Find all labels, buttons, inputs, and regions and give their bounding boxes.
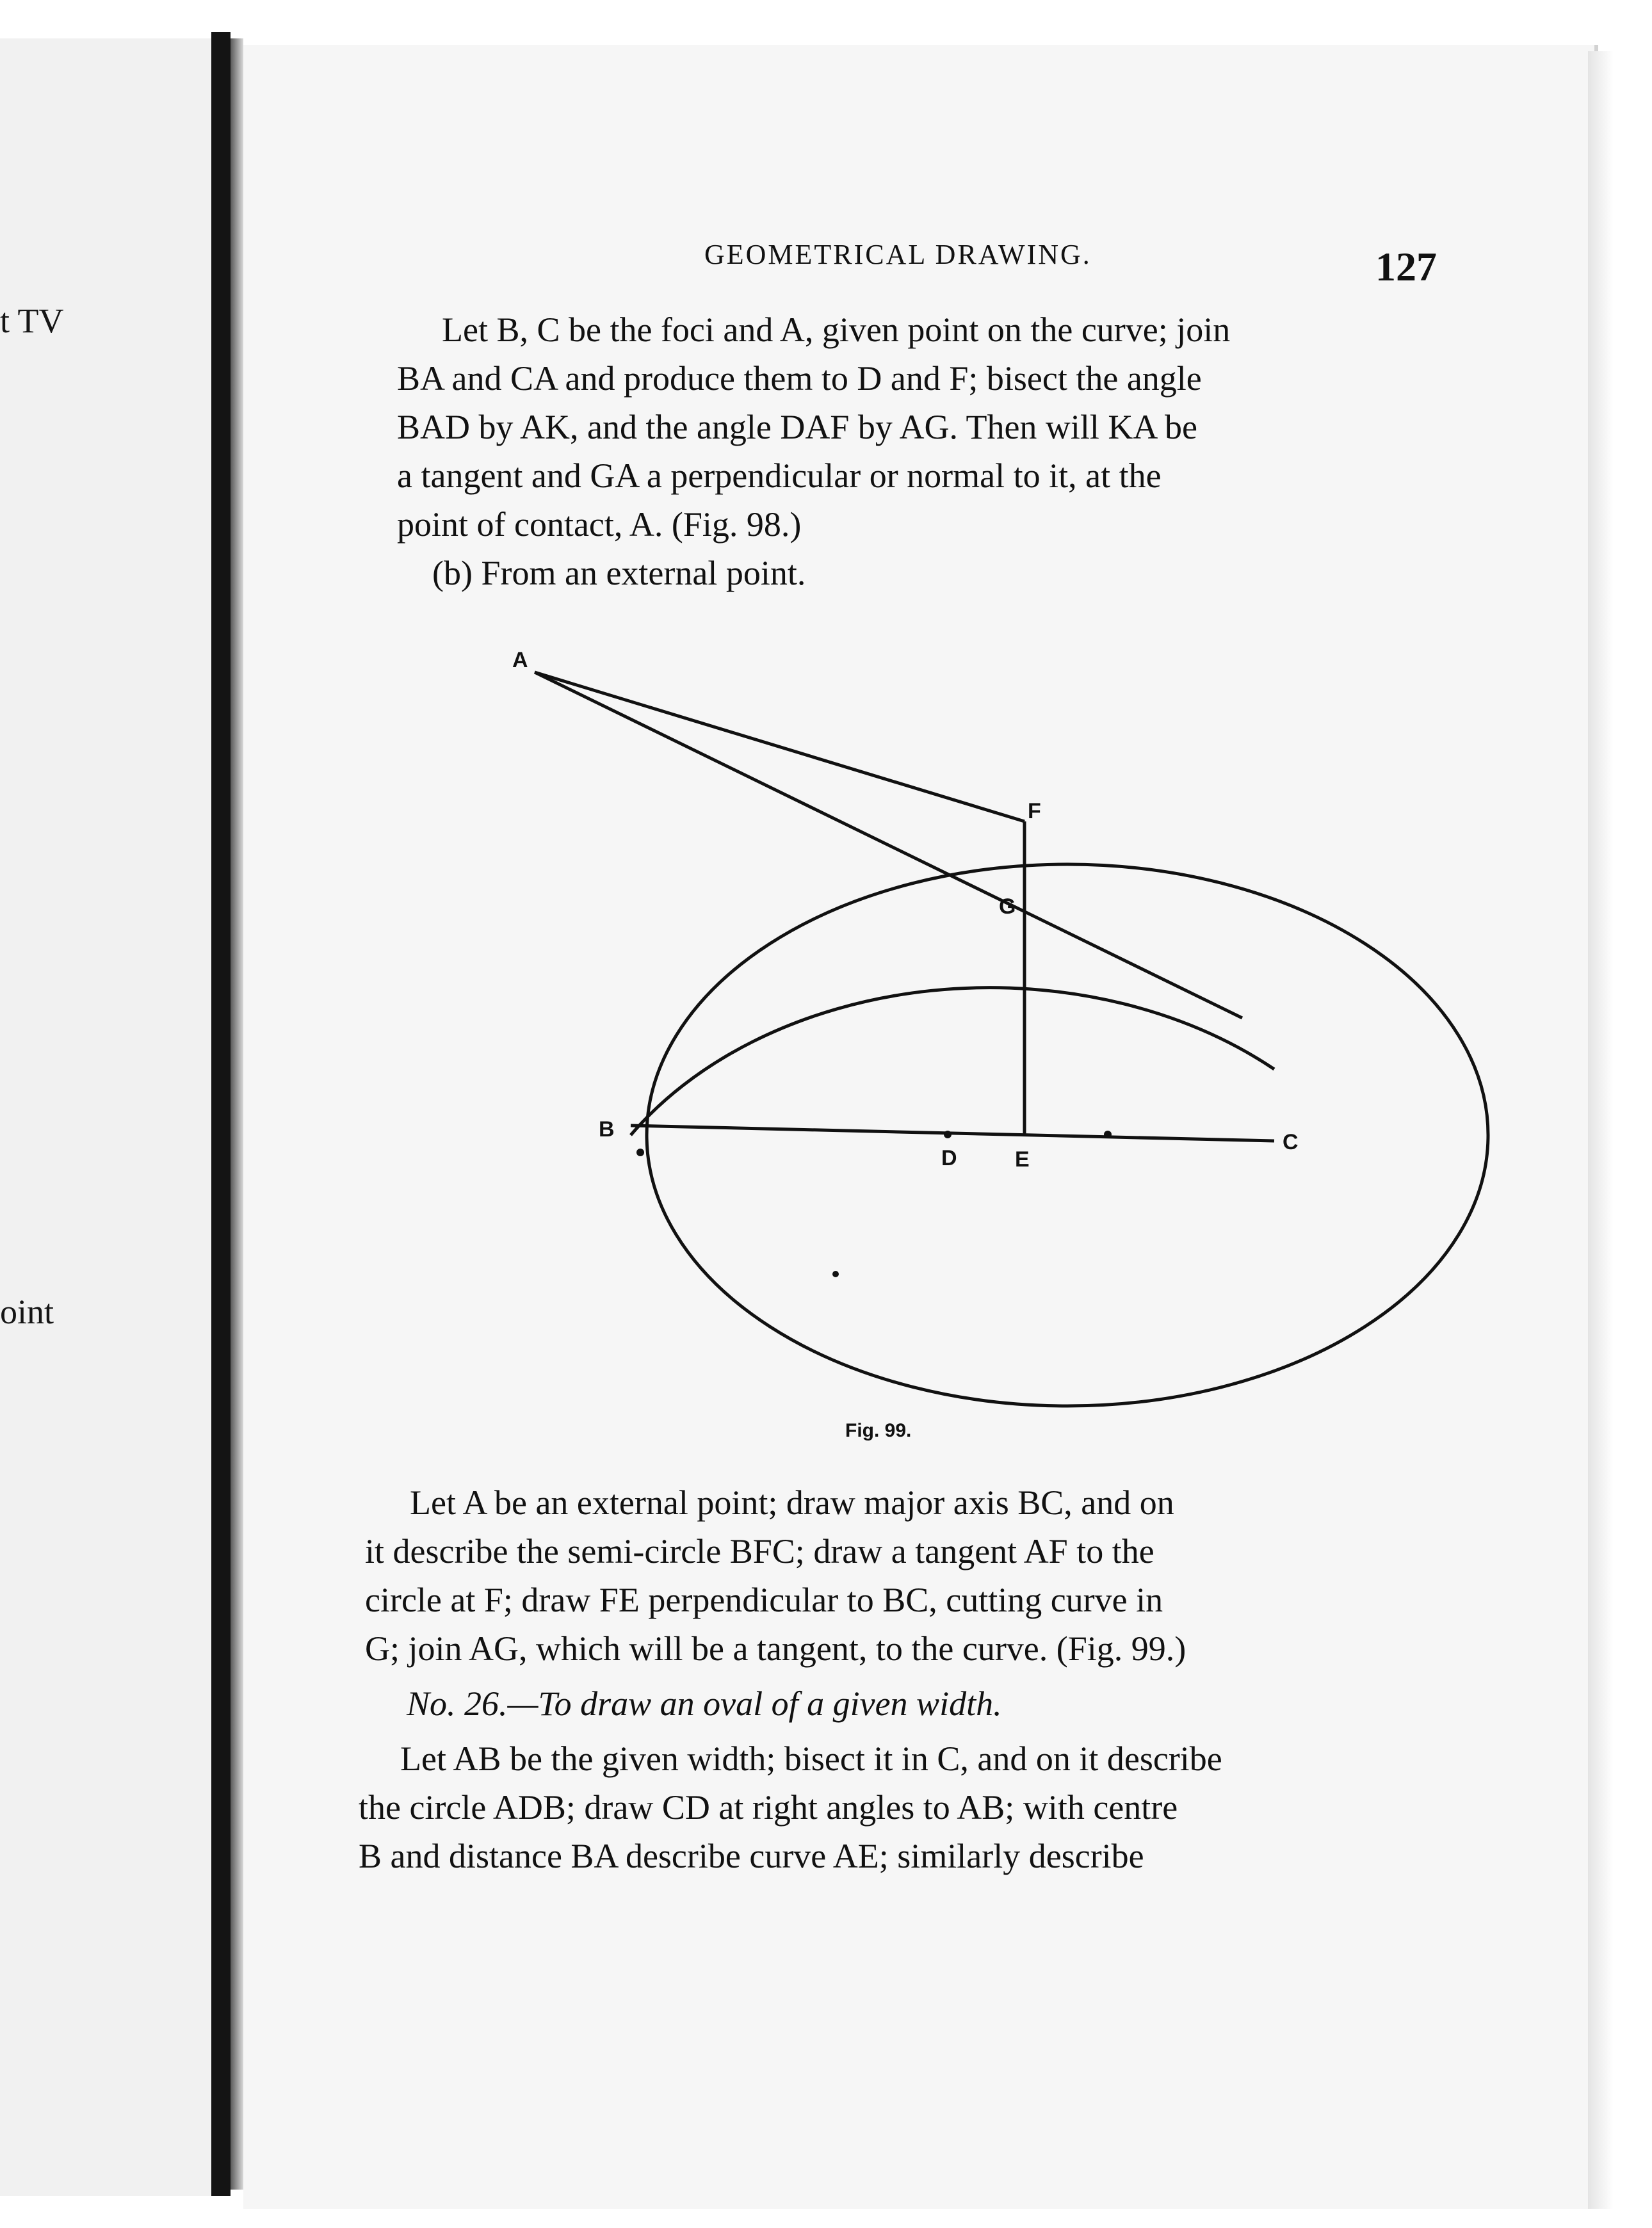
text-line: B and distance BA describe curve AE; similarly describe <box>359 1837 1144 1875</box>
text-line: G; join AG, which will be a tangent, to the curve. (Fig. 99.) <box>365 1629 1186 1668</box>
tangent-ag-line <box>535 672 1242 1018</box>
left-page-fragment: oint <box>0 1293 54 1331</box>
text-line: the circle ADB; draw CD at right angles to AB; with centre <box>359 1788 1178 1827</box>
text-line: a tangent and GA a perpendicular or normal to it, at the <box>397 456 1162 495</box>
text-line: Let B, C be the foci and A, given point on the curve; join <box>442 311 1231 349</box>
focus-point <box>1104 1131 1112 1138</box>
figure-caption: Fig. 99. <box>845 1420 912 1441</box>
label-c: C <box>1283 1130 1299 1154</box>
label-f: F <box>1028 799 1041 823</box>
label-g: G <box>999 894 1016 919</box>
text-line: Let A be an external point; draw major axis BC, and on <box>410 1483 1174 1522</box>
left-page-fragment: t TV <box>0 302 64 340</box>
label-b: B <box>599 1117 615 1142</box>
page-number: 127 <box>1375 244 1437 289</box>
focus-point <box>636 1149 644 1156</box>
major-axis-line <box>631 1126 1274 1141</box>
centre-point <box>944 1131 952 1138</box>
tangent-af-line <box>535 672 1024 821</box>
running-head: GEOMETRICAL DRAWING. <box>704 239 1092 270</box>
text-line: point of contact, A. (Fig. 98.) <box>397 505 802 544</box>
text-line: circle at F; draw FE perpendicular to BC, cutting curve in <box>365 1581 1163 1619</box>
speck <box>832 1271 839 1277</box>
semi-circle-arc <box>631 988 1274 1135</box>
label-d: D <box>941 1146 957 1170</box>
label-a: A <box>512 648 528 672</box>
text-line: it describe the semi-circle BFC; draw a tangent AF to the <box>365 1532 1154 1570</box>
label-e: E <box>1015 1147 1030 1172</box>
text-line: BAD by AK, and the angle DAF by AG. Then will KA be <box>397 408 1197 446</box>
text-line: Let AB be the given width; bisect it in C, and on it describe <box>400 1740 1222 1778</box>
text-line: BA and CA and produce them to D and F; bisect the angle <box>397 359 1202 398</box>
section-heading-no26: No. 26.—To draw an oval of a given width. <box>407 1684 1002 1723</box>
subheading: (b) From an external point. <box>432 554 806 592</box>
